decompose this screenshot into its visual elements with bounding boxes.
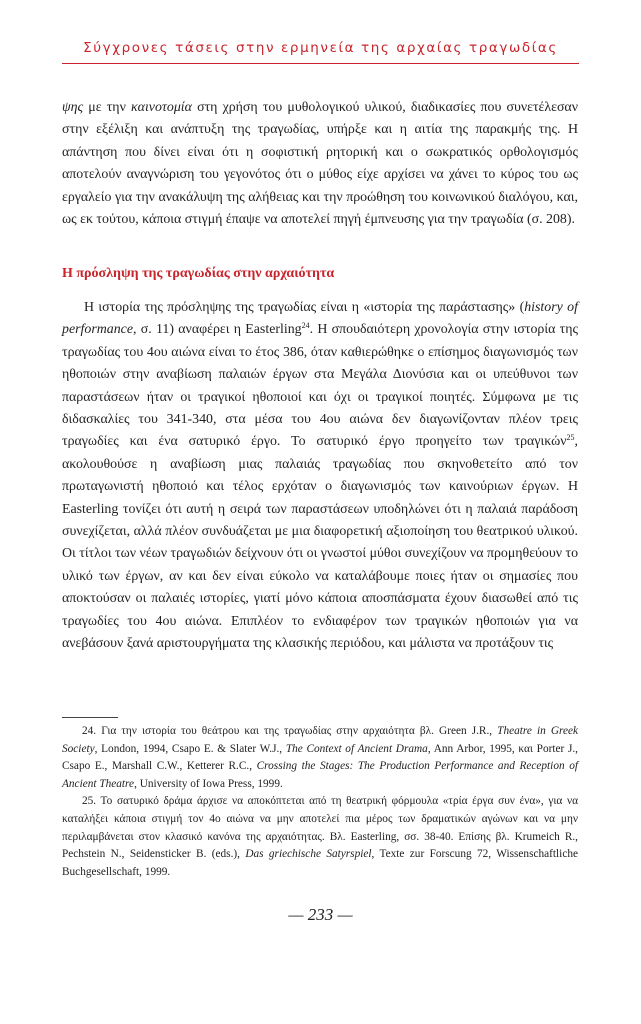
paragraph-lead-italic: ψης	[62, 100, 84, 115]
paragraph-text: με την	[83, 100, 131, 115]
paragraph-text: . Η σπουδαιότερη χρονολογία στην ιστορία της τραγωδίας του 4ου αιώνα είναι το έτος 386, όταν καθιερώθηκε ο επίσημος διαγωνισμός των ηθοποιών στην αναβίωση παλαιών έργων στα Μεγάλα Διονύσια και οι υπεύθυνοι των παραστάσεων ήταν οι τραγικοί ηθοποιοί και όχι οι τραγικοί ποιητές. Σύμφωνα με τις διδασκαλίες του 341-340, στα μέσα του 4ου αιώνα δεν διαγωνίζονταν πλέον τρεις τραγωδίες και ένα σατυρικό έργο. Το σατυρικό έργο προηγείτο των τραγικών	[62, 322, 578, 450]
running-head-rule	[62, 63, 579, 64]
footnote-ref-25[interactable]: 25	[566, 433, 575, 443]
page-number: — 233 —	[288, 905, 353, 924]
paragraph-text: , σ. 11) αναφέρει η Easterling	[132, 322, 302, 338]
footnote-ref-24[interactable]: 24	[301, 321, 310, 331]
footnote-title: The Context of Ancient Drama	[285, 742, 428, 755]
footnote-25	[62, 793, 578, 881]
footnote-text: , London, 1994, Csapo E. & Slater W.J.,	[94, 742, 286, 755]
footnote-number: 25.	[82, 795, 97, 808]
footnote-text: Το σατυρικό δράμα άρχισε να αποκόπτεται από τη θεατρική φόρμουλα «τρία έργα συν ένα», για να καταλήξει κάποια στιγμή τον 4ο αιώνα να μην αποτελεί πια μέρος των δραματικών αγώνων και να μην περιλαμβάνεται στον κλασικό κανόνα της αρχαιότητας. Βλ. Easterling, σσ. 38-40. Επίσης βλ. Krumeich R., Pechstein N., Seidensticker B. (eds.),	[62, 795, 578, 861]
paragraph-text: στη χρήση του μυθολογικού υλικού, διαδικασίες που συνετέλεσαν στην εξέλιξη και ανάπτυξη της τραγωδίας, υπήρξε και η αιτία της παρακμής της. Η απάντηση που δίνει είναι ότι η σοφιστική ρητορική και ο σωκρατικός ορθολογισμός αποτελούν αναγνώριση του γεγονότος ότι ο μύθος είχε αρχίσει να χάνει το κύρος του ως εργαλείο για την ανακάλυψη της αλήθειας και την προώθηση του κοινωνικού διαλόγου, και, ως εκ τούτου, κάποια στιγμή έπαψε να αποτελεί πηγή έμπνευσης για την τραγωδία (σ. 208).	[62, 100, 578, 228]
footnote-rule	[62, 717, 118, 718]
footnote-title: Theatre in Greek Society	[62, 725, 578, 755]
paragraph-reception	[62, 297, 578, 656]
footnote-text: Για την ιστορία του θεάτρου και της τραγωδίας στην αρχαιότητα βλ. Green J.R.,	[96, 725, 498, 737]
paragraph-italic-term: καινοτομία	[130, 100, 192, 115]
paragraph-italic-term: history of performance	[62, 300, 578, 338]
footnote-number: 24.	[82, 725, 97, 737]
footnote-text: , Ann Arbor, 1995, και Porter J., Csapo E., Marshall C.W., Ketterer R.C.,	[62, 742, 579, 773]
footnote-24	[62, 723, 578, 793]
running-head: Σύγχρονες τάσεις στην ερμηνεία της αρχαίας τραγωδίας	[83, 40, 558, 56]
paragraph-text: Η ιστορία της πρόσληψης της τραγωδίας είναι η «ιστορία της παράστασης» (	[84, 300, 525, 315]
footnote-text: , Texte zur Forscung 72, Wissenschaftliche Buchgesellschaft, 1999.	[62, 848, 578, 878]
footnote-text: , University of Iowa Press, 1999.	[134, 777, 283, 790]
paragraph-text: , ακολουθούσε η αναβίωση μιας παλαιάς τραγωδίας που σκηνοθετείτο από τον πρωταγωνιστή ηθοποιό και τέλος ερχόταν ο διαγωνισμός των καινούριων έργων. Η Easterling τονίζει ότι αυτή η σειρά των παραστάσεων υποδηλώνει ότι η παλαιά παράδοση συνεχίζεται, αλλά πλέον συνδυάζεται με μια διαφορετική αξιοποίηση του θεατρικού υλικού. Οι τίτλοι των νέων τραγωδιών δείχνουν ότι οι γνωστοί μύθοι συνεχίζουν να προμηθεύουν το υλικό των έργων, αν και δεν είναι εύκολο να καταλάβουμε ποιες ήταν οι σημασίες που αποκτούσαν οι παλαιές ιστορίες, γιατί μόνο κάποια αποσπάσματα έχουν διασωθεί από τις τραγωδίες του 4ου αιώνα. Επιπλέον το ενδιαφέρον των τραγικών ηθοποιών για να ανεβάσουν ξανά αριστουργήματα της κλασικής περιόδου, και μάλιστα να προτάξουν τις	[62, 434, 579, 652]
footnote-title: Das griechische Satyrspiel	[245, 848, 372, 861]
section-heading: Η πρόσληψη της τραγωδίας στην αρχαιότητα	[62, 266, 335, 281]
footnote-title: Crossing the Stages: The Production Performance and Reception of Ancient Theatre	[62, 760, 578, 790]
footnotes	[62, 723, 578, 881]
paragraph-continued	[62, 97, 578, 231]
